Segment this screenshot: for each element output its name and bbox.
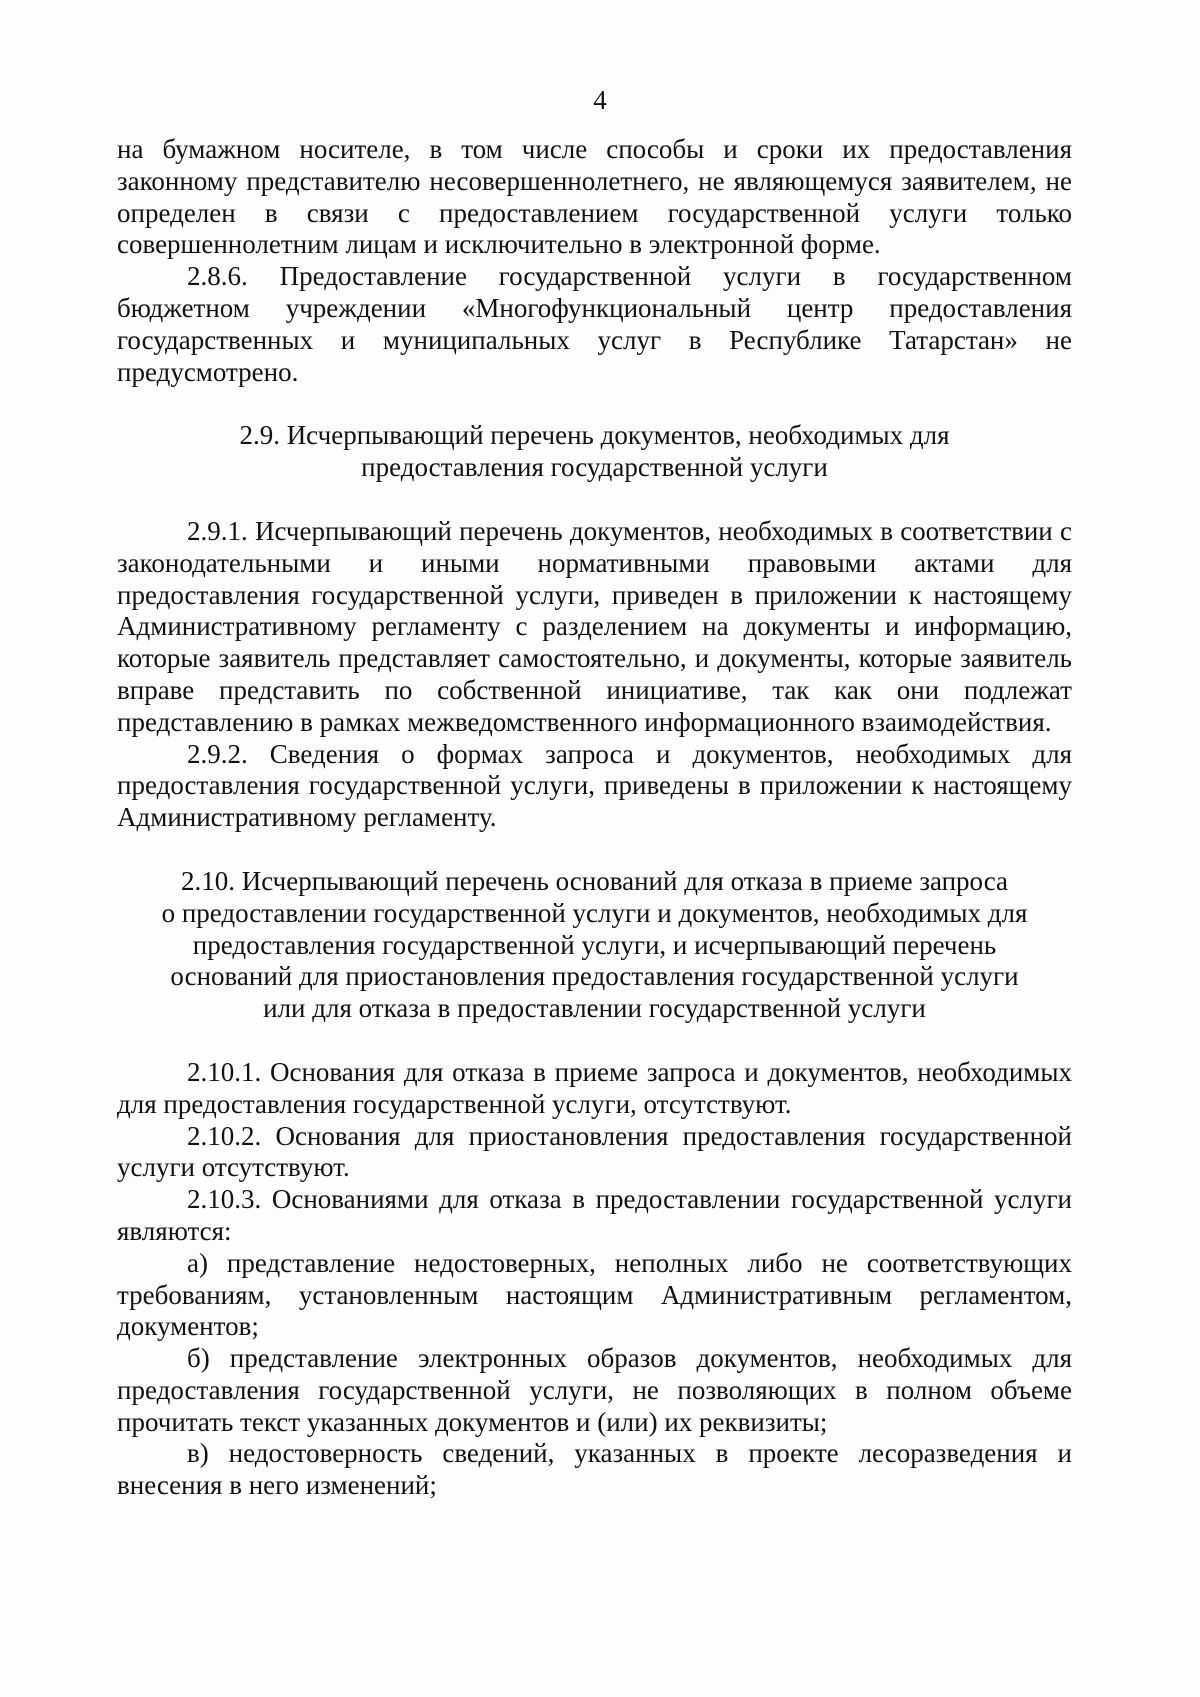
- list-item-b: б) представление электронных образов документов, необходимых для предоставления государственной услуги, не позволяющих в полном объеме прочитать текст указанных документов и (или) их реквизиты;: [117, 1343, 1072, 1437]
- heading-line: оснований для приостановления предоставления государственной услуги: [170, 961, 1019, 992]
- paragraph-2-8-6: 2.8.6. Предоставление государственной услуги в государственном бюджетном учреждении «Многофункциональный центр предоставления государственных и муниципальных услуг в Республике Татарстан» не предусмотрено.: [117, 261, 1072, 387]
- paragraph-2-10-3: 2.10.3. Основаниями для отказа в предоставлении государственной услуги являются:: [117, 1184, 1072, 1246]
- section-heading-2-9: [117, 420, 1072, 484]
- heading-line: о предоставлении государственной услуги и документов, необходимых для: [161, 897, 1028, 928]
- list-item-v: в) недостоверность сведений, указанных в проекте лесоразведения и внесения в него изменений;: [117, 1438, 1072, 1501]
- heading-line: предоставления государственной услуги, и исчерпывающий перечень: [192, 929, 997, 960]
- list-item-a: а) представление недостоверных, неполных либо не соответствующих требованиям, установленным настоящим Административным регламентом, документов;: [117, 1247, 1072, 1342]
- paragraph-2-10-1: 2.10.1. Основания для отказа в приеме запроса и документов, необходимых для предоставления государственной услуги, отсутствуют.: [117, 1056, 1072, 1119]
- paragraph-2-9-2: 2.9.2. Сведения о формах запроса и документов, необходимых для предоставления государственной услуги, приведены в приложении к настоящему Административному регламенту.: [117, 738, 1072, 833]
- paragraph-continuation: на бумажном носителе, в том числе способы и сроки их предоставления законному представителю несовершеннолетнего, не являющемуся заявителем, не определен в связи с предоставлением государственной услуги только совершеннолетним лицам и исключительно в электронной форме.: [117, 134, 1072, 260]
- heading-line: предоставления государственной услуги: [361, 452, 828, 483]
- paragraph-2-10-2: 2.10.2. Основания для приостановления предоставления государственной услуги отсутствуют.: [117, 1120, 1072, 1183]
- paragraph-2-9-1: 2.9.1. Исчерпывающий перечень документов, необходимых в соответствии с законодательными и иными нормативными правовыми актами для предоставления государственной услуги, приведен в приложении к настоящему Административному регламенту с разделением на документы и информацию, которые заявитель представляет самостоятельно, и документы, которые заявитель вправе представить по собственной инициативе, так как они подлежат представлению в рамках межведомственного информационного взаимодействия.: [117, 515, 1072, 737]
- heading-line: 2.9. Исчерпывающий перечень документов, необходимых для: [239, 420, 950, 451]
- heading-line: или для отказа в предоставлении государственной услуги: [263, 993, 926, 1024]
- section-heading-2-10: [117, 866, 1072, 1025]
- heading-line: 2.10. Исчерпывающий перечень оснований для отказа в приеме запроса: [180, 865, 1009, 896]
- page-number: 4: [593, 85, 607, 115]
- document-body: [117, 134, 1072, 1502]
